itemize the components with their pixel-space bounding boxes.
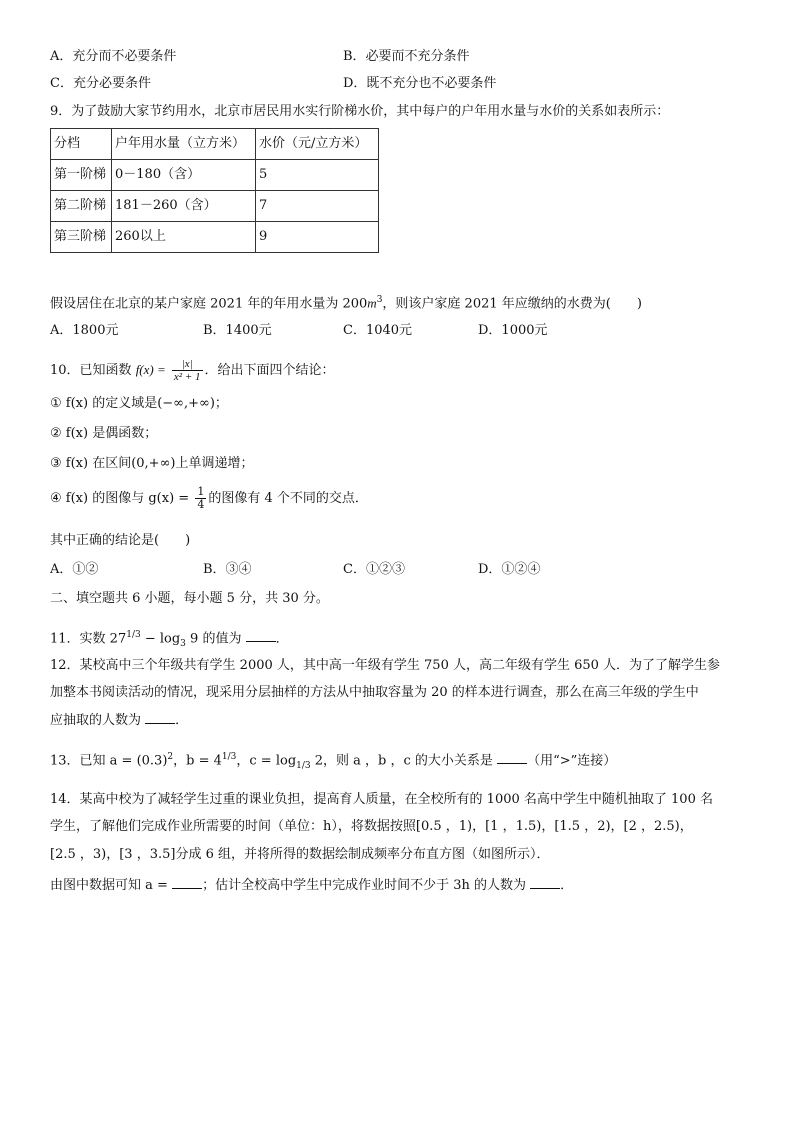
q9-option-b: B．1400元 — [203, 323, 272, 338]
q9-question: 假设居住在北京的某户家庭 2021 年的年用水量为 $200m^3$，则该户家庭 2021 年应缴纳的水费为( ) — [50, 295, 642, 312]
table-cell: 260以上 — [112, 222, 256, 253]
q10-stem-b: ．给出下面四个结论： — [204, 363, 335, 378]
q10-stem-a: 10．已知函数 — [50, 363, 136, 378]
q10-option-b: B．③④ — [203, 562, 252, 577]
q9-question-b: ，则该户家庭 2021 年应缴纳的水费为( ) — [382, 296, 642, 312]
table-header-cell: 户年用水量（立方米） — [112, 129, 256, 160]
q9-option-c: C．1040元 — [343, 323, 413, 338]
q10-conclusion-3: ③ f(x) 在区间(0,+∞)上单调递增； — [50, 456, 254, 471]
table-cell: 181－260（含） — [112, 191, 256, 222]
q14-line-1: 14．某高中校为了减轻学生过重的课业负担，提高育人质量，在全校所有的 1000 名高中学生中随机抽取了 100 名 — [50, 792, 713, 807]
table-row — [51, 191, 379, 222]
q10-option-c: C．①②③ — [343, 562, 405, 577]
q11: 11．实数 $27^{1/3} - \log_3 9$ 的值为 ． — [50, 630, 289, 649]
q10-stem — [50, 358, 335, 383]
table-row — [51, 222, 379, 253]
q13: 13．已知 $a = (0.3)^2$，$b = 4^{1/3}$，$c = \log_{1/3} 2$，则 a ，b ，c 的大小关系是 （用“>”连接） — [50, 752, 617, 771]
q10-conclusion-4: ④ f(x) 的图像与 g(x) = $\frac{1}{4}$ 的图像有 4 个不同的交点． — [50, 485, 368, 511]
section-2-heading: 二、填空题共 6 小题，每小题 5 分，共 30 分。 — [50, 591, 329, 606]
q10-option-d: D．①②④ — [478, 562, 541, 577]
table-cell: 7 — [256, 191, 379, 222]
table-cell: 第一阶梯 — [51, 160, 112, 191]
q9-unit: m — [367, 295, 377, 311]
answer-blank[interactable] — [172, 876, 202, 889]
q8-option-a: A．充分而不必要条件 — [50, 49, 177, 64]
answer-blank[interactable] — [145, 711, 175, 724]
q10-fraction: $\frac{|x|}{\text{x² + 1}}$ — [173, 358, 201, 383]
q8-option-c: C．充分必要条件 — [50, 76, 151, 91]
q12-line-1: 12．某校高中三个年级共有学生 2000 人，其中高一年级有学生 750 人，高二年级有学生 650 人．为了了解学生参 — [50, 658, 721, 673]
q14-line-2: 学生，了解他们完成作业所需要的时间（单位：h），将数据按照[0.5 ，1)，[1 ，1.5)，[1.5 ，2)，[2 ，2.5)， — [50, 819, 693, 834]
table-header-row — [51, 129, 379, 160]
q10-conclusion-1: ① f(x) 的定义域是(−∞,+∞)； — [50, 396, 228, 411]
q12-line-3: 应抽取的人数为 ． — [50, 713, 189, 728]
q10-ask: 其中正确的结论是( ) — [50, 533, 191, 548]
table-row — [51, 160, 379, 191]
q8-option-b: B．必要而不充分条件 — [343, 49, 470, 64]
q14-line-3: [2.5 ，3)，[3 ，3.5]分成 6 组，并将所得的数据绘制成频率分布直方图（如图所示）． — [50, 847, 550, 862]
q14-line-4: 由图中数据可知 a = ；估计全校高中学生中完成作业时间不少于 3h 的人数为 ． — [50, 878, 574, 893]
q9-stem: 9．为了鼓励大家节约用水，北京市居民用水实行阶梯水价，其中每户的户年用水量与水价的关系如表所示： — [50, 104, 670, 119]
answer-blank[interactable] — [246, 629, 276, 642]
table-cell: 9 — [256, 222, 379, 253]
table-cell: 第二阶梯 — [51, 191, 112, 222]
q8-option-d: D．既不充分也不必要条件 — [343, 76, 497, 91]
q10-conclusion-2: ② f(x) 是偶函数； — [50, 426, 158, 441]
q10-c4-fraction: $\frac{1}{4}$ — [197, 485, 205, 511]
water-price-table — [50, 128, 379, 253]
q9-question-a: 假设居住在北京的某户家庭 2021 年的年用水量为 200 — [50, 296, 368, 312]
q10-func: f(x) = — [135, 362, 166, 377]
table-header-cell: 水价（元/立方米） — [256, 129, 379, 160]
table-header-cell: 分档 — [51, 129, 112, 160]
q9-option-d: D．1000元 — [478, 323, 548, 338]
table-cell: 0－180（含） — [112, 160, 256, 191]
q9-option-a: A．1800元 — [50, 323, 119, 338]
q12-line-2: 加整本书阅读活动的情况，现采用分层抽样的方法从中抽取容量为 20 的样本进行调查，那么在高三年级的学生中 — [50, 685, 699, 700]
table-cell: 5 — [256, 160, 379, 191]
answer-blank[interactable] — [497, 751, 527, 764]
answer-blank[interactable] — [530, 876, 560, 889]
q10-option-a: A．①② — [50, 562, 99, 577]
table-cell: 第三阶梯 — [51, 222, 112, 253]
